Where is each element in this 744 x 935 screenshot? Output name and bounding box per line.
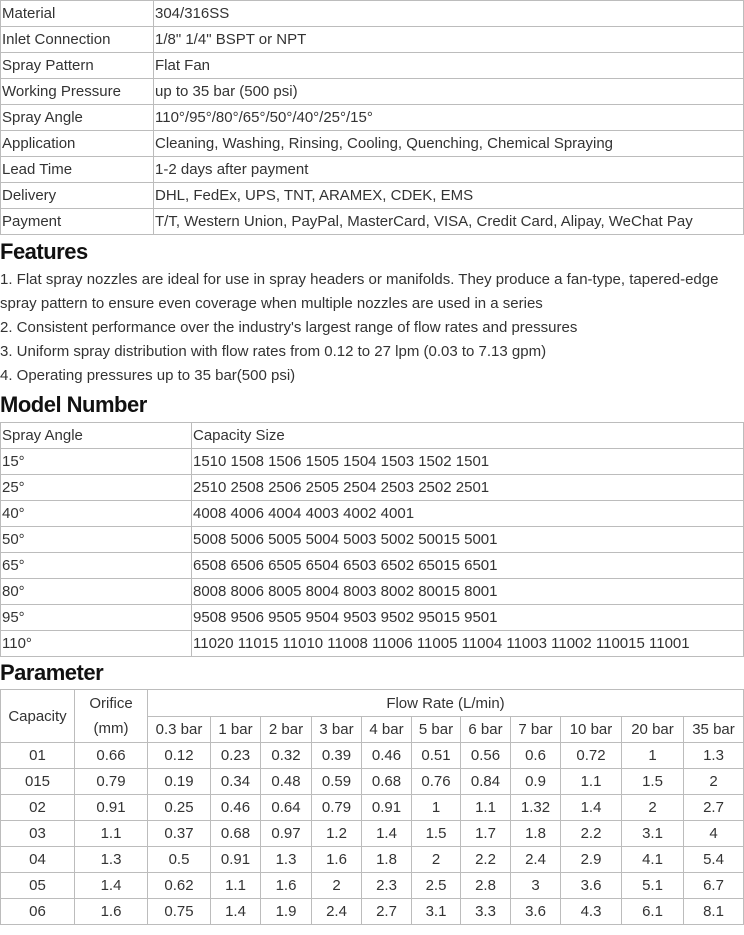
flow-rate-cell: 2.4 <box>511 847 561 873</box>
flow-rate-cell: 1.8 <box>362 847 412 873</box>
spec-row <box>1 131 744 157</box>
flow-rate-cell: 1.4 <box>561 795 622 821</box>
capacity-cell: 03 <box>1 821 75 847</box>
capacity-size-cell: 4008 4006 4004 4003 4002 4001 <box>192 501 744 527</box>
flow-rate-cell: 0.84 <box>461 769 511 795</box>
feature-item: 3. Uniform spray distribution with flow rates from 0.12 to 27 lpm (0.03 to 7.13 gpm) <box>0 343 547 360</box>
flow-rate-cell: 1.5 <box>622 769 684 795</box>
flow-rate-cell: 0.48 <box>261 769 312 795</box>
spec-value: Cleaning, Washing, Rinsing, Cooling, Quenching, Chemical Spraying <box>154 131 744 157</box>
spec-row <box>1 27 744 53</box>
flow-rate-cell: 0.72 <box>561 743 622 769</box>
flow-rate-cell: 1.6 <box>312 847 362 873</box>
feature-item: 2. Consistent performance over the industry's largest range of flow rates and pressures <box>0 319 578 336</box>
spec-label: Spray Angle <box>1 105 154 131</box>
spec-row <box>1 157 744 183</box>
flow-rate-cell: 1.1 <box>211 873 261 899</box>
parameter-row <box>1 873 744 899</box>
spec-value: Flat Fan <box>154 53 744 79</box>
spray-angle-cell: 95° <box>1 605 192 631</box>
flow-rate-cell: 2.3 <box>362 873 412 899</box>
spec-label: Material <box>1 1 154 27</box>
spec-value: DHL, FedEx, UPS, TNT, ARAMEX, CDEK, EMS <box>154 183 744 209</box>
parameter-row <box>1 743 744 769</box>
spec-label: Delivery <box>1 183 154 209</box>
flow-rate-cell: 2.2 <box>461 847 511 873</box>
flow-rate-cell: 3.6 <box>561 873 622 899</box>
capacity-size-cell: 9508 9506 9505 9504 9503 9502 95015 9501 <box>192 605 744 631</box>
model-row <box>1 553 744 579</box>
flow-rate-header: Flow Rate (L/min) <box>148 690 744 717</box>
orifice-header: Orifice (mm) <box>75 690 148 743</box>
capacity-cell: 06 <box>1 899 75 925</box>
capacity-cell: 04 <box>1 847 75 873</box>
capacity-size-cell: 11020 11015 11010 11008 11006 11005 11004 11003 11002 110015 11001 <box>192 631 744 657</box>
flow-rate-cell: 0.97 <box>261 821 312 847</box>
flow-rate-cell: 0.37 <box>148 821 211 847</box>
feature-item: 4. Operating pressures up to 35 bar(500 psi) <box>0 367 296 384</box>
flow-rate-cell: 6.7 <box>684 873 744 899</box>
flow-rate-cell: 0.76 <box>412 769 461 795</box>
flow-rate-cell: 2 <box>622 795 684 821</box>
spec-label: Payment <box>1 209 154 235</box>
spray-angle-cell: 50° <box>1 527 192 553</box>
features-heading: Features <box>0 239 88 264</box>
pressure-header: 7 bar <box>511 717 561 743</box>
capacity-cell: 05 <box>1 873 75 899</box>
capacity-size-cell: 1510 1508 1506 1505 1504 1503 1502 1501 <box>192 449 744 475</box>
capacity-size-cell: 6508 6506 6505 6504 6503 6502 65015 6501 <box>192 553 744 579</box>
parameter-row <box>1 821 744 847</box>
spec-row <box>1 79 744 105</box>
flow-rate-cell: 5.1 <box>622 873 684 899</box>
flow-rate-cell: 1.1 <box>461 795 511 821</box>
flow-rate-cell: 3.3 <box>461 899 511 925</box>
flow-rate-cell: 0.91 <box>211 847 261 873</box>
model-row <box>1 475 744 501</box>
parameter-table <box>0 689 744 925</box>
model-row <box>1 449 744 475</box>
flow-rate-cell: 6.1 <box>622 899 684 925</box>
capacity-size-cell: 2510 2508 2506 2505 2504 2503 2502 2501 <box>192 475 744 501</box>
flow-rate-cell: 1.5 <box>412 821 461 847</box>
flow-rate-cell: 0.64 <box>261 795 312 821</box>
flow-rate-cell: 0.68 <box>211 821 261 847</box>
model-row <box>1 631 744 657</box>
parameter-row <box>1 795 744 821</box>
flow-rate-cell: 3.6 <box>511 899 561 925</box>
flow-rate-cell: 2.2 <box>561 821 622 847</box>
flow-rate-cell: 1.8 <box>511 821 561 847</box>
capacity-cell: 01 <box>1 743 75 769</box>
flow-rate-cell: 1.6 <box>261 873 312 899</box>
capacity-cell: 02 <box>1 795 75 821</box>
flow-rate-cell: 0.62 <box>148 873 211 899</box>
flow-rate-cell: 0.79 <box>312 795 362 821</box>
spec-value: 1/8" 1/4" BSPT or NPT <box>154 27 744 53</box>
spray-angle-cell: 110° <box>1 631 192 657</box>
flow-rate-cell: 0.91 <box>362 795 412 821</box>
spec-row <box>1 209 744 235</box>
spec-value: 110°/95°/80°/65°/50°/40°/25°/15° <box>154 105 744 131</box>
parameter-row <box>1 769 744 795</box>
flow-rate-cell: 4.1 <box>622 847 684 873</box>
flow-rate-cell: 1 <box>622 743 684 769</box>
flow-rate-cell: 0.39 <box>312 743 362 769</box>
flow-rate-cell: 2.5 <box>412 873 461 899</box>
flow-rate-cell: 0.5 <box>148 847 211 873</box>
pressure-header: 1 bar <box>211 717 261 743</box>
orifice-cell: 0.91 <box>75 795 148 821</box>
orifice-cell: 1.6 <box>75 899 148 925</box>
pressure-header: 10 bar <box>561 717 622 743</box>
flow-rate-cell: 1.1 <box>561 769 622 795</box>
flow-rate-cell: 2.4 <box>312 899 362 925</box>
capacity-size-cell: 8008 8006 8005 8004 8003 8002 80015 8001 <box>192 579 744 605</box>
spray-angle-cell: 25° <box>1 475 192 501</box>
flow-rate-cell: 0.34 <box>211 769 261 795</box>
pressure-header: 20 bar <box>622 717 684 743</box>
spray-angle-cell: 40° <box>1 501 192 527</box>
pressure-header: 2 bar <box>261 717 312 743</box>
spec-row <box>1 183 744 209</box>
flow-rate-cell: 0.46 <box>362 743 412 769</box>
spec-value: 1-2 days after payment <box>154 157 744 183</box>
model-number-heading: Model Number <box>0 392 147 417</box>
flow-rate-cell: 2.8 <box>461 873 511 899</box>
spec-row <box>1 53 744 79</box>
flow-rate-cell: 3 <box>511 873 561 899</box>
flow-rate-cell: 0.51 <box>412 743 461 769</box>
orifice-cell: 0.79 <box>75 769 148 795</box>
capacity-size-header: Capacity Size <box>192 423 744 449</box>
spec-label: Lead Time <box>1 157 154 183</box>
spec-value: T/T, Western Union, PayPal, MasterCard, VISA, Credit Card, Alipay, WeChat Pay <box>154 209 744 235</box>
pressure-header: 3 bar <box>312 717 362 743</box>
parameter-row <box>1 847 744 873</box>
flow-rate-cell: 0.75 <box>148 899 211 925</box>
parameter-heading: Parameter <box>0 660 104 685</box>
orifice-cell: 1.1 <box>75 821 148 847</box>
flow-rate-cell: 0.6 <box>511 743 561 769</box>
flow-rate-cell: 1.3 <box>261 847 312 873</box>
specification-table <box>0 0 744 235</box>
features-list <box>0 268 744 388</box>
orifice-cell: 1.4 <box>75 873 148 899</box>
flow-rate-cell: 1.7 <box>461 821 511 847</box>
model-header-row <box>1 423 744 449</box>
spec-row <box>1 105 744 131</box>
flow-rate-cell: 2.7 <box>684 795 744 821</box>
spec-row <box>1 1 744 27</box>
flow-rate-cell: 1.32 <box>511 795 561 821</box>
orifice-cell: 1.3 <box>75 847 148 873</box>
flow-rate-cell: 8.1 <box>684 899 744 925</box>
flow-rate-cell: 5.4 <box>684 847 744 873</box>
pressure-header: 6 bar <box>461 717 511 743</box>
model-number-table <box>0 422 744 657</box>
spray-angle-header: Spray Angle <box>1 423 192 449</box>
spec-label: Spray Pattern <box>1 53 154 79</box>
spray-angle-cell: 65° <box>1 553 192 579</box>
model-row <box>1 527 744 553</box>
flow-rate-cell: 3.1 <box>622 821 684 847</box>
flow-rate-cell: 4.3 <box>561 899 622 925</box>
capacity-size-cell: 5008 5006 5005 5004 5003 5002 50015 5001 <box>192 527 744 553</box>
flow-rate-cell: 2 <box>312 873 362 899</box>
capacity-cell: 015 <box>1 769 75 795</box>
flow-rate-cell: 2 <box>412 847 461 873</box>
spec-value: 304/316SS <box>154 1 744 27</box>
spray-angle-cell: 80° <box>1 579 192 605</box>
flow-rate-cell: 1.3 <box>684 743 744 769</box>
flow-rate-cell: 2.7 <box>362 899 412 925</box>
pressure-header: 4 bar <box>362 717 412 743</box>
flow-rate-cell: 0.56 <box>461 743 511 769</box>
spec-value: up to 35 bar (500 psi) <box>154 79 744 105</box>
flow-rate-cell: 0.68 <box>362 769 412 795</box>
capacity-header: Capacity <box>1 690 75 743</box>
flow-rate-cell: 0.59 <box>312 769 362 795</box>
orifice-cell: 0.66 <box>75 743 148 769</box>
flow-rate-cell: 0.25 <box>148 795 211 821</box>
spray-angle-cell: 15° <box>1 449 192 475</box>
flow-rate-cell: 0.9 <box>511 769 561 795</box>
model-row <box>1 579 744 605</box>
flow-rate-cell: 0.23 <box>211 743 261 769</box>
feature-item: 1. Flat spray nozzles are ideal for use in spray headers or manifolds. They produce a fan-type, tapered-edge spray pattern to ensure even coverage when multiple nozzles are used in a series <box>0 271 719 312</box>
pressure-header: 35 bar <box>684 717 744 743</box>
flow-rate-cell: 1.9 <box>261 899 312 925</box>
spec-label: Inlet Connection <box>1 27 154 53</box>
model-row <box>1 501 744 527</box>
flow-rate-cell: 0.19 <box>148 769 211 795</box>
flow-rate-cell: 1.4 <box>211 899 261 925</box>
parameter-row <box>1 899 744 925</box>
pressure-header: 0.3 bar <box>148 717 211 743</box>
flow-rate-cell: 2.9 <box>561 847 622 873</box>
model-row <box>1 605 744 631</box>
flow-rate-cell: 1.2 <box>312 821 362 847</box>
flow-rate-cell: 0.12 <box>148 743 211 769</box>
flow-rate-cell: 1 <box>412 795 461 821</box>
flow-rate-cell: 1.4 <box>362 821 412 847</box>
flow-rate-cell: 0.46 <box>211 795 261 821</box>
flow-rate-cell: 0.32 <box>261 743 312 769</box>
flow-rate-cell: 2 <box>684 769 744 795</box>
pressure-header: 5 bar <box>412 717 461 743</box>
flow-rate-cell: 4 <box>684 821 744 847</box>
spec-label: Working Pressure <box>1 79 154 105</box>
flow-rate-cell: 3.1 <box>412 899 461 925</box>
spec-label: Application <box>1 131 154 157</box>
